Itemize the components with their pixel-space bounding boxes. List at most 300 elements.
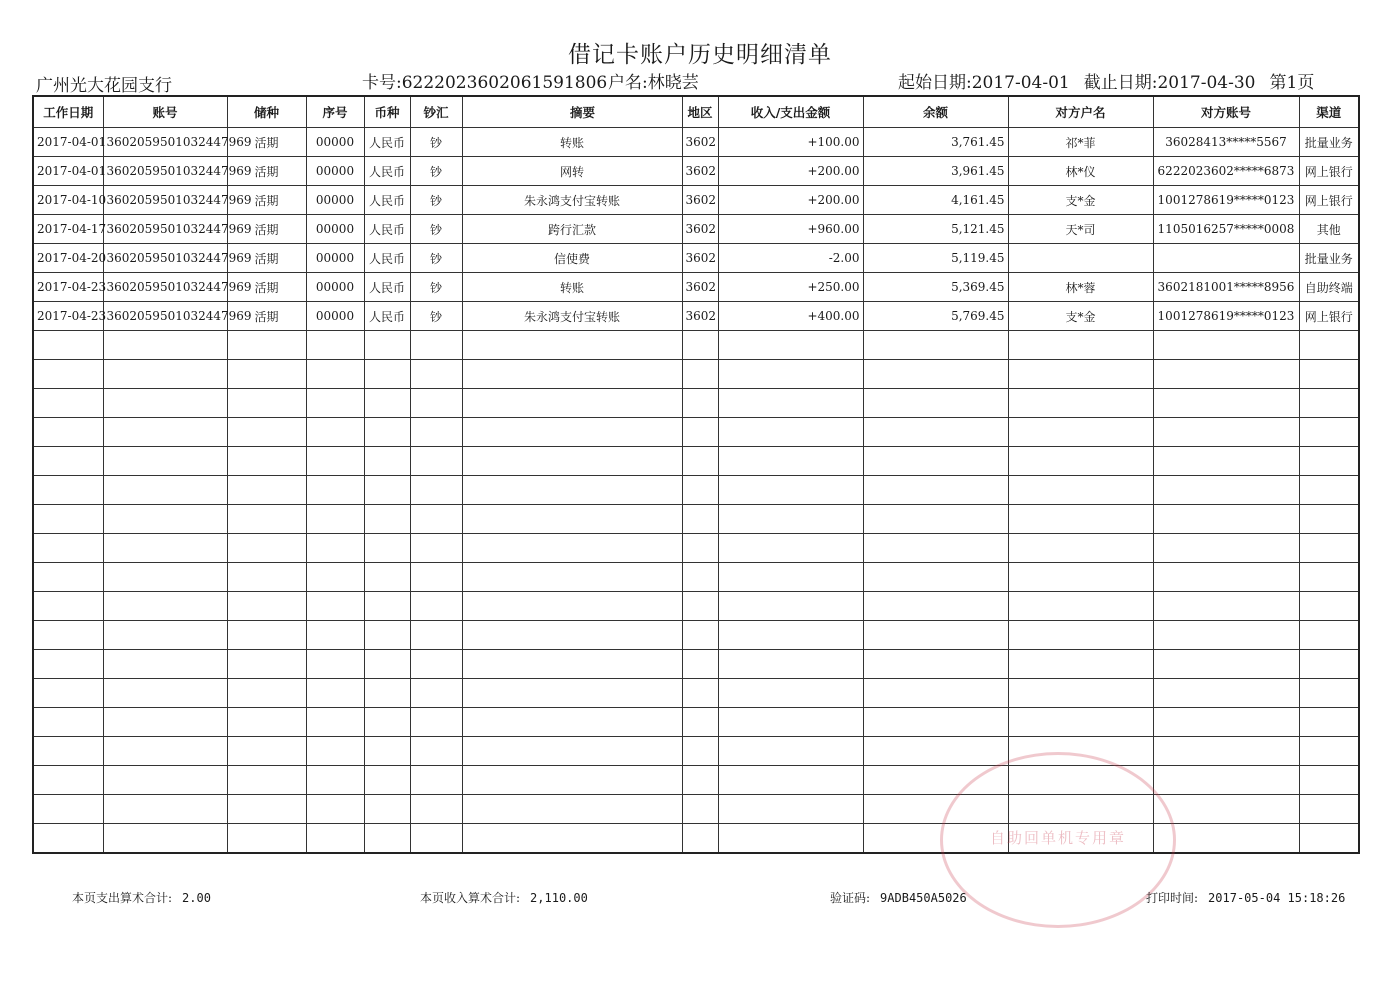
empty-cell xyxy=(718,592,863,621)
empty-cell xyxy=(1153,331,1299,360)
empty-cell xyxy=(1299,737,1359,766)
empty-cell xyxy=(718,360,863,389)
empty-cell xyxy=(863,534,1008,563)
cell-counterparty-name: 祁*菲 xyxy=(1008,128,1153,157)
cell-amount: +200.00 xyxy=(718,186,863,215)
empty-cell xyxy=(364,476,410,505)
empty-cell xyxy=(364,331,410,360)
empty-cell xyxy=(863,389,1008,418)
empty-cell xyxy=(1008,679,1153,708)
empty-row xyxy=(33,795,1359,824)
empty-cell xyxy=(1008,418,1153,447)
empty-cell xyxy=(33,621,103,650)
cell-date: 2017-04-10 xyxy=(33,186,103,215)
empty-cell xyxy=(1299,505,1359,534)
empty-cell xyxy=(33,360,103,389)
cell-cash-remit: 钞 xyxy=(410,215,462,244)
empty-cell xyxy=(364,534,410,563)
empty-cell xyxy=(1008,447,1153,476)
empty-cell xyxy=(364,621,410,650)
account-holder: 户名:林晓芸 xyxy=(608,73,699,93)
empty-cell xyxy=(33,795,103,824)
empty-cell xyxy=(410,418,462,447)
empty-cell xyxy=(410,592,462,621)
empty-cell xyxy=(1153,650,1299,679)
empty-cell xyxy=(103,331,227,360)
cell-summary: 转账 xyxy=(462,128,682,157)
cell-amount: +960.00 xyxy=(718,215,863,244)
empty-cell xyxy=(1299,418,1359,447)
empty-cell xyxy=(33,563,103,592)
empty-cell xyxy=(863,563,1008,592)
empty-cell xyxy=(33,708,103,737)
cell-counterparty-name: 支*金 xyxy=(1008,302,1153,331)
col-header-region: 地区 xyxy=(682,96,718,128)
empty-row xyxy=(33,389,1359,418)
empty-cell xyxy=(1153,534,1299,563)
empty-cell xyxy=(227,447,306,476)
cell-counterparty-account: 6222023602*****6873 xyxy=(1153,157,1299,186)
empty-cell xyxy=(462,766,682,795)
empty-cell xyxy=(227,534,306,563)
cell-counterparty-account xyxy=(1153,244,1299,273)
empty-cell xyxy=(227,824,306,854)
cell-date: 2017-04-23 xyxy=(33,273,103,302)
empty-cell xyxy=(1299,621,1359,650)
empty-cell xyxy=(364,592,410,621)
empty-cell xyxy=(364,360,410,389)
cell-region: 3602 xyxy=(682,273,718,302)
empty-cell xyxy=(1153,389,1299,418)
cell-date: 2017-04-01 xyxy=(33,157,103,186)
empty-cell xyxy=(462,708,682,737)
empty-cell xyxy=(863,505,1008,534)
empty-cell xyxy=(364,447,410,476)
cell-region: 3602 xyxy=(682,128,718,157)
empty-cell xyxy=(863,360,1008,389)
empty-cell xyxy=(462,592,682,621)
col-header-counterparty-account: 对方账号 xyxy=(1153,96,1299,128)
empty-cell xyxy=(682,650,718,679)
print-time-value: 2017-05-04 15:18:26 xyxy=(1208,891,1346,905)
col-header-cash-remit: 钞汇 xyxy=(410,96,462,128)
empty-cell xyxy=(718,505,863,534)
empty-cell xyxy=(718,331,863,360)
col-header-counterparty-name: 对方户名 xyxy=(1008,96,1153,128)
empty-cell xyxy=(364,389,410,418)
empty-cell xyxy=(1153,360,1299,389)
empty-cell xyxy=(103,650,227,679)
col-header-summary: 摘要 xyxy=(462,96,682,128)
empty-cell xyxy=(682,331,718,360)
empty-cell xyxy=(1153,766,1299,795)
empty-cell xyxy=(462,418,682,447)
empty-cell xyxy=(718,824,863,854)
empty-cell xyxy=(1153,505,1299,534)
empty-cell xyxy=(863,331,1008,360)
empty-cell xyxy=(682,737,718,766)
table-row xyxy=(33,215,1359,244)
empty-cell xyxy=(1153,737,1299,766)
empty-cell xyxy=(1299,331,1359,360)
empty-cell xyxy=(227,563,306,592)
cell-serial: 00000 xyxy=(306,244,364,273)
empty-cell xyxy=(364,563,410,592)
empty-cell xyxy=(227,650,306,679)
empty-cell xyxy=(364,824,410,854)
empty-cell xyxy=(33,766,103,795)
empty-cell xyxy=(718,766,863,795)
empty-cell xyxy=(364,795,410,824)
empty-row xyxy=(33,360,1359,389)
col-header-channel: 渠道 xyxy=(1299,96,1359,128)
empty-cell xyxy=(33,389,103,418)
cell-summary: 朱永鸿支付宝转账 xyxy=(462,302,682,331)
empty-cell xyxy=(227,331,306,360)
empty-cell xyxy=(718,679,863,708)
empty-cell xyxy=(1008,476,1153,505)
cell-balance: 4,161.45 xyxy=(863,186,1008,215)
empty-cell xyxy=(462,360,682,389)
empty-cell xyxy=(1008,737,1153,766)
cell-counterparty-account: 1001278619*****0123 xyxy=(1153,302,1299,331)
cell-cash-remit: 钞 xyxy=(410,186,462,215)
empty-cell xyxy=(410,824,462,854)
empty-cell xyxy=(103,418,227,447)
empty-cell xyxy=(227,679,306,708)
expense-total-value: 2.00 xyxy=(182,891,211,905)
empty-cell xyxy=(718,650,863,679)
cell-channel: 网上银行 xyxy=(1299,157,1359,186)
empty-cell xyxy=(33,824,103,854)
empty-cell xyxy=(306,447,364,476)
cell-summary: 信使费 xyxy=(462,244,682,273)
empty-cell xyxy=(718,389,863,418)
empty-row xyxy=(33,708,1359,737)
verification-code-value: 9ADB450A5026 xyxy=(880,891,967,905)
page-number: 第1页 xyxy=(1269,73,1315,93)
empty-cell xyxy=(863,447,1008,476)
table-row xyxy=(33,186,1359,215)
empty-cell xyxy=(1008,505,1153,534)
empty-cell xyxy=(718,534,863,563)
empty-cell xyxy=(863,476,1008,505)
empty-cell xyxy=(306,737,364,766)
empty-cell xyxy=(462,534,682,563)
empty-cell xyxy=(462,795,682,824)
empty-cell xyxy=(103,476,227,505)
empty-cell xyxy=(103,766,227,795)
empty-cell xyxy=(863,679,1008,708)
empty-cell xyxy=(306,621,364,650)
empty-cell xyxy=(1008,534,1153,563)
empty-cell xyxy=(306,650,364,679)
empty-cell xyxy=(364,679,410,708)
cell-date: 2017-04-23 xyxy=(33,302,103,331)
empty-cell xyxy=(1299,824,1359,854)
empty-row xyxy=(33,766,1359,795)
empty-cell xyxy=(364,650,410,679)
empty-cell xyxy=(682,592,718,621)
cell-counterparty-name: 支*金 xyxy=(1008,186,1153,215)
cell-account: 3602059501032447969 xyxy=(103,186,227,215)
date-range xyxy=(898,68,1314,93)
cell-balance: 5,369.45 xyxy=(863,273,1008,302)
empty-cell xyxy=(462,563,682,592)
empty-cell xyxy=(33,331,103,360)
empty-cell xyxy=(682,418,718,447)
cell-serial: 00000 xyxy=(306,157,364,186)
cell-deposit-type: 活期 xyxy=(227,186,306,215)
empty-cell xyxy=(103,563,227,592)
cell-counterparty-name: 天*司 xyxy=(1008,215,1153,244)
empty-cell xyxy=(306,476,364,505)
cell-channel: 网上银行 xyxy=(1299,302,1359,331)
empty-cell xyxy=(306,766,364,795)
col-header-account: 账号 xyxy=(103,96,227,128)
col-header-serial: 序号 xyxy=(306,96,364,128)
empty-cell xyxy=(227,418,306,447)
empty-cell xyxy=(863,650,1008,679)
empty-cell xyxy=(306,360,364,389)
empty-cell xyxy=(227,592,306,621)
empty-row xyxy=(33,418,1359,447)
col-header-currency: 币种 xyxy=(364,96,410,128)
empty-row xyxy=(33,534,1359,563)
empty-cell xyxy=(1153,708,1299,737)
empty-cell xyxy=(1153,795,1299,824)
empty-cell xyxy=(306,708,364,737)
cell-account: 3602059501032447969 xyxy=(103,302,227,331)
cell-currency: 人民币 xyxy=(364,215,410,244)
empty-cell xyxy=(462,621,682,650)
cell-serial: 00000 xyxy=(306,215,364,244)
income-total xyxy=(420,889,588,906)
empty-cell xyxy=(1299,563,1359,592)
empty-cell xyxy=(410,389,462,418)
empty-cell xyxy=(1008,389,1153,418)
empty-cell xyxy=(306,418,364,447)
table-row xyxy=(33,128,1359,157)
empty-cell xyxy=(33,418,103,447)
empty-cell xyxy=(682,621,718,650)
empty-cell xyxy=(306,563,364,592)
cell-account: 3602059501032447969 xyxy=(103,128,227,157)
cell-currency: 人民币 xyxy=(364,273,410,302)
col-header-date: 工作日期 xyxy=(33,96,103,128)
empty-row xyxy=(33,447,1359,476)
cell-amount: +250.00 xyxy=(718,273,863,302)
empty-cell xyxy=(103,360,227,389)
empty-cell xyxy=(682,534,718,563)
cell-summary: 转账 xyxy=(462,273,682,302)
cell-amount: -2.00 xyxy=(718,244,863,273)
cell-currency: 人民币 xyxy=(364,157,410,186)
empty-row xyxy=(33,679,1359,708)
empty-cell xyxy=(103,708,227,737)
empty-cell xyxy=(410,679,462,708)
empty-cell xyxy=(1299,389,1359,418)
cell-cash-remit: 钞 xyxy=(410,302,462,331)
empty-cell xyxy=(103,679,227,708)
cell-date: 2017-04-01 xyxy=(33,128,103,157)
empty-cell xyxy=(718,447,863,476)
empty-cell xyxy=(1008,592,1153,621)
empty-cell xyxy=(863,824,1008,854)
empty-cell xyxy=(103,505,227,534)
empty-cell xyxy=(682,708,718,737)
empty-row xyxy=(33,824,1359,854)
empty-cell xyxy=(227,360,306,389)
card-number: 卡号:6222023602061591806 xyxy=(362,73,608,93)
empty-cell xyxy=(410,534,462,563)
cell-currency: 人民币 xyxy=(364,128,410,157)
empty-cell xyxy=(410,766,462,795)
cell-amount: +100.00 xyxy=(718,128,863,157)
empty-cell xyxy=(306,389,364,418)
table-row xyxy=(33,302,1359,331)
empty-cell xyxy=(1008,795,1153,824)
col-header-amount: 收入/支出金额 xyxy=(718,96,863,128)
empty-cell xyxy=(1299,360,1359,389)
cell-account: 3602059501032447969 xyxy=(103,273,227,302)
empty-cell xyxy=(1299,766,1359,795)
cell-channel: 自助终端 xyxy=(1299,273,1359,302)
empty-row xyxy=(33,592,1359,621)
branch-name: 广州光大花园支行 xyxy=(36,76,172,96)
cell-summary: 网转 xyxy=(462,157,682,186)
empty-cell xyxy=(103,389,227,418)
empty-cell xyxy=(410,505,462,534)
empty-cell xyxy=(682,505,718,534)
cell-summary: 朱永鸿支付宝转账 xyxy=(462,186,682,215)
empty-cell xyxy=(103,534,227,563)
verification-code-label: 验证码: xyxy=(830,891,871,905)
cell-balance: 3,761.45 xyxy=(863,128,1008,157)
empty-cell xyxy=(1008,824,1153,854)
empty-cell xyxy=(410,650,462,679)
cell-channel: 批量业务 xyxy=(1299,128,1359,157)
cell-counterparty-name: 林*蓉 xyxy=(1008,273,1153,302)
cell-deposit-type: 活期 xyxy=(227,273,306,302)
empty-cell xyxy=(682,563,718,592)
expense-total xyxy=(72,889,211,906)
empty-cell xyxy=(1008,360,1153,389)
empty-row xyxy=(33,563,1359,592)
cell-region: 3602 xyxy=(682,215,718,244)
cell-channel: 其他 xyxy=(1299,215,1359,244)
empty-cell xyxy=(462,505,682,534)
cell-account: 3602059501032447969 xyxy=(103,215,227,244)
empty-cell xyxy=(1299,650,1359,679)
col-header-deposit-type: 储种 xyxy=(227,96,306,128)
cell-counterparty-name: 林*仪 xyxy=(1008,157,1153,186)
verification-code xyxy=(830,889,967,906)
empty-cell xyxy=(410,447,462,476)
table-row xyxy=(33,244,1359,273)
empty-cell xyxy=(682,795,718,824)
empty-cell xyxy=(1008,708,1153,737)
empty-cell xyxy=(863,795,1008,824)
empty-cell xyxy=(410,795,462,824)
cell-serial: 00000 xyxy=(306,273,364,302)
table-body xyxy=(33,128,1359,854)
cell-amount: +200.00 xyxy=(718,157,863,186)
empty-cell xyxy=(227,795,306,824)
cell-channel: 批量业务 xyxy=(1299,244,1359,273)
empty-cell xyxy=(863,592,1008,621)
empty-cell xyxy=(227,476,306,505)
income-total-value: 2,110.00 xyxy=(530,891,588,905)
cell-counterparty-account: 1105016257*****0008 xyxy=(1153,215,1299,244)
cell-cash-remit: 钞 xyxy=(410,128,462,157)
print-time xyxy=(1146,889,1345,906)
empty-cell xyxy=(462,824,682,854)
empty-cell xyxy=(103,592,227,621)
empty-cell xyxy=(33,592,103,621)
cell-balance: 3,961.45 xyxy=(863,157,1008,186)
empty-cell xyxy=(1299,534,1359,563)
start-date: 起始日期:2017-04-01 xyxy=(898,73,1070,93)
empty-cell xyxy=(863,708,1008,737)
cell-deposit-type: 活期 xyxy=(227,302,306,331)
seal-text: 自助回单机专用章 xyxy=(989,829,1126,847)
empty-cell xyxy=(462,476,682,505)
cell-region: 3602 xyxy=(682,157,718,186)
cell-deposit-type: 活期 xyxy=(227,215,306,244)
empty-cell xyxy=(410,563,462,592)
empty-cell xyxy=(364,766,410,795)
empty-cell xyxy=(462,389,682,418)
empty-cell xyxy=(33,650,103,679)
empty-cell xyxy=(103,447,227,476)
empty-cell xyxy=(306,534,364,563)
empty-cell xyxy=(227,389,306,418)
empty-cell xyxy=(1153,824,1299,854)
empty-cell xyxy=(1008,650,1153,679)
empty-cell xyxy=(462,737,682,766)
empty-cell xyxy=(227,766,306,795)
empty-row xyxy=(33,621,1359,650)
cell-balance: 5,119.45 xyxy=(863,244,1008,273)
empty-cell xyxy=(306,679,364,708)
cell-deposit-type: 活期 xyxy=(227,244,306,273)
expense-total-label: 本页支出算术合计: xyxy=(72,891,173,905)
empty-cell xyxy=(1153,563,1299,592)
empty-cell xyxy=(1299,708,1359,737)
empty-cell xyxy=(227,505,306,534)
table-row xyxy=(33,157,1359,186)
empty-cell xyxy=(1299,447,1359,476)
cell-currency: 人民币 xyxy=(364,302,410,331)
empty-cell xyxy=(364,418,410,447)
empty-cell xyxy=(1008,766,1153,795)
empty-row xyxy=(33,737,1359,766)
empty-cell xyxy=(718,708,863,737)
cell-cash-remit: 钞 xyxy=(410,244,462,273)
cell-channel: 网上银行 xyxy=(1299,186,1359,215)
empty-cell xyxy=(103,737,227,766)
cell-cash-remit: 钞 xyxy=(410,273,462,302)
empty-cell xyxy=(364,737,410,766)
empty-cell xyxy=(227,708,306,737)
empty-row xyxy=(33,331,1359,360)
empty-cell xyxy=(410,621,462,650)
empty-cell xyxy=(1299,592,1359,621)
empty-cell xyxy=(33,679,103,708)
empty-row xyxy=(33,505,1359,534)
cell-deposit-type: 活期 xyxy=(227,128,306,157)
